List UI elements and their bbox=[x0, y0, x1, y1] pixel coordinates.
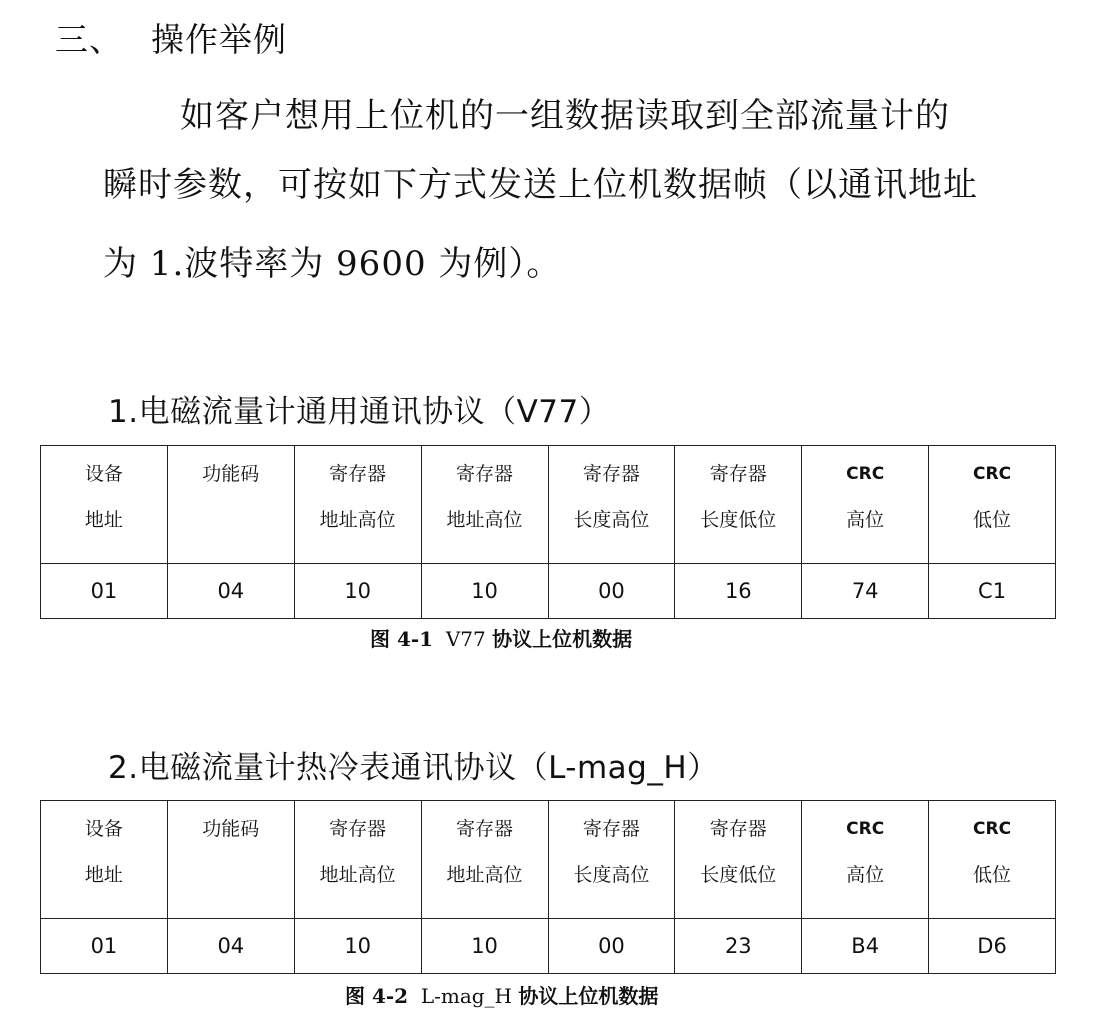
header-cell: 寄存器 地址高位 bbox=[421, 446, 548, 564]
table-1-title: 1.电磁流量计通用通讯协议（V77） bbox=[108, 394, 611, 430]
value-cell: 10 bbox=[421, 564, 548, 619]
table-2-title: 2.电磁流量计热冷表通讯协议（L-mag_H） bbox=[108, 750, 719, 786]
value-cell: 10 bbox=[294, 919, 421, 974]
value-cell: 10 bbox=[294, 564, 421, 619]
section-heading bbox=[55, 14, 287, 61]
header-cell: 寄存器 长度低位 bbox=[675, 801, 802, 919]
header-cell: 设备 地址 bbox=[41, 446, 168, 564]
header-cell: 寄存器 地址高位 bbox=[294, 446, 421, 564]
value-cell: 16 bbox=[675, 564, 802, 619]
header-cell-crc-low: CRC 低位 bbox=[929, 801, 1056, 919]
paragraph-line-1: 如客户想用上位机的一组数据读取到全部流量计的 bbox=[180, 96, 950, 136]
paragraph-line-3: 为 1.波特率为 9600 为例）。 bbox=[103, 244, 562, 284]
value-cell: 23 bbox=[675, 919, 802, 974]
header-cell-crc-high: CRC 高位 bbox=[802, 801, 929, 919]
header-cell: 寄存器 地址高位 bbox=[294, 801, 421, 919]
header-cell: 寄存器 长度低位 bbox=[675, 446, 802, 564]
value-cell: 04 bbox=[167, 564, 294, 619]
value-cell: 10 bbox=[421, 919, 548, 974]
header-cell: 寄存器 长度高位 bbox=[548, 801, 675, 919]
value-cell: D6 bbox=[929, 919, 1056, 974]
table-header-row bbox=[41, 801, 1056, 919]
protocol-table-v77 bbox=[40, 445, 1056, 619]
value-cell: 01 bbox=[41, 919, 168, 974]
section-number: 三、 bbox=[55, 20, 123, 59]
value-cell: C1 bbox=[929, 564, 1056, 619]
header-cell: 功能码 bbox=[167, 446, 294, 564]
header-cell: 寄存器 长度高位 bbox=[548, 446, 675, 564]
table-value-row bbox=[41, 564, 1056, 619]
header-cell-crc-low: CRC 低位 bbox=[929, 446, 1056, 564]
header-cell: 设备 地址 bbox=[41, 801, 168, 919]
section-title: 操作举例 bbox=[151, 20, 287, 59]
value-cell: 04 bbox=[167, 919, 294, 974]
table-1-caption: 图 4-1 V77 协议上位机数据 bbox=[370, 627, 633, 651]
value-cell: 01 bbox=[41, 564, 168, 619]
value-cell: 74 bbox=[802, 564, 929, 619]
table-header-row bbox=[41, 446, 1056, 564]
protocol-table-lmag-h bbox=[40, 800, 1056, 974]
value-cell: 00 bbox=[548, 919, 675, 974]
table-value-row bbox=[41, 919, 1056, 974]
value-cell: B4 bbox=[802, 919, 929, 974]
header-cell: 功能码 bbox=[167, 801, 294, 919]
table-2-caption: 图 4-2 L-mag_H 协议上位机数据 bbox=[345, 984, 659, 1008]
value-cell: 00 bbox=[548, 564, 675, 619]
paragraph-line-2: 瞬时参数，可按如下方式发送上位机数据帧（以通讯地址 bbox=[103, 165, 978, 205]
header-cell: 寄存器 地址高位 bbox=[421, 801, 548, 919]
header-cell-crc-high: CRC 高位 bbox=[802, 446, 929, 564]
